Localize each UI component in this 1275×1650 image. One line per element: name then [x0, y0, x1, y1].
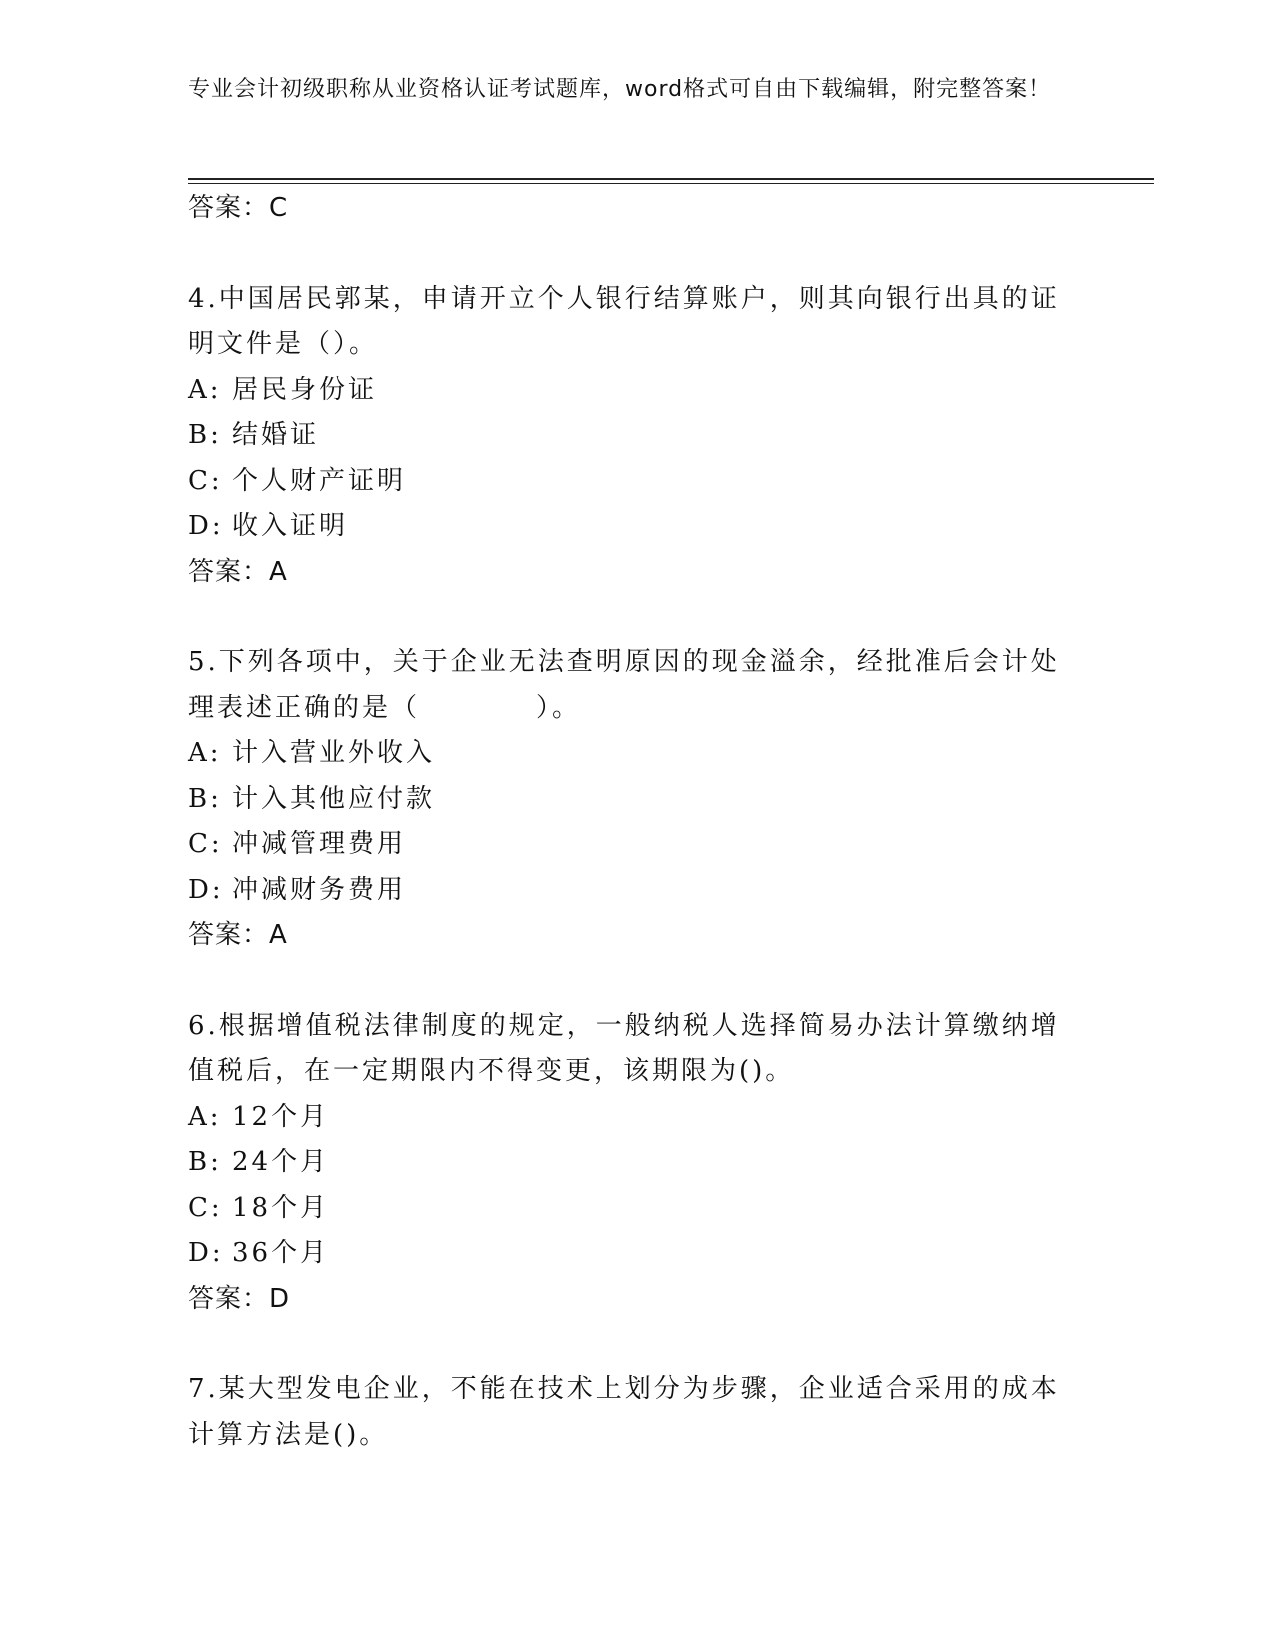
option-letter: B: [188, 783, 222, 814]
spacer [188, 1322, 1068, 1367]
question-block [188, 1367, 1068, 1458]
question-block [188, 277, 1068, 596]
question-block [188, 640, 1068, 959]
option-b [188, 777, 1068, 823]
option-letter: C: [188, 829, 223, 859]
option-a [188, 731, 1068, 777]
option-letter: A: [188, 738, 222, 768]
option-text: 收入证明 [232, 511, 349, 541]
question-text: 4.中国居民郭某，申请开立个人银行结算账户，则其向银行出具的证明文件是（）。 [188, 283, 1060, 359]
spacer [188, 595, 1068, 640]
option-text: 居民身份证 [232, 374, 378, 405]
option-letter: C: [188, 465, 223, 496]
page-header: 专业会计初级职称从业资格认证考试题库，word格式可自由下载编辑，附完整答案！ [188, 77, 1052, 102]
option-letter: B: [188, 420, 222, 450]
option-text: 结婚证 [232, 420, 320, 450]
spacer [188, 959, 1068, 1004]
option-d [188, 868, 1068, 914]
spacer [188, 232, 1068, 277]
option-letter: A: [188, 1101, 222, 1132]
option-a [188, 368, 1068, 414]
option-text: 计入营业外收入 [232, 738, 436, 768]
answer-line: 答案：C [188, 193, 289, 223]
option-d [188, 1231, 1068, 1277]
option-letter: D: [188, 874, 224, 905]
option-d [188, 504, 1068, 550]
option-b [188, 413, 1068, 459]
option-a [188, 1095, 1068, 1141]
option-text: 18个月 [232, 1192, 330, 1223]
option-letter: B: [188, 1147, 222, 1177]
option-c [188, 822, 1068, 868]
option-text: 12个月 [232, 1101, 330, 1132]
option-b [188, 1140, 1068, 1186]
option-text: 冲减财务费用 [232, 874, 407, 905]
option-text: 个人财产证明 [232, 465, 407, 496]
question-block [188, 1004, 1068, 1323]
option-letter: D: [188, 511, 224, 541]
question-text: 6.根据增值税法律制度的规定，一般纳税人选择简易办法计算缴纳增值税后，在一定期限内不得变更，该期限为()。 [188, 1010, 1060, 1086]
option-letter: C: [188, 1192, 223, 1223]
question-text: 7.某大型发电企业，不能在技术上划分为步骤，企业适合采用的成本计算方法是()。 [188, 1374, 1060, 1450]
answer-line: 答案：D [188, 1283, 291, 1314]
answer-line: 答案：A [188, 556, 288, 587]
header-divider [188, 178, 1154, 184]
option-letter: A: [188, 374, 222, 405]
option-c [188, 1186, 1068, 1232]
option-text: 冲减管理费用 [232, 829, 407, 859]
document-body [188, 186, 1068, 1458]
option-text: 计入其他应付款 [232, 783, 436, 814]
option-c [188, 459, 1068, 505]
option-letter: D: [188, 1238, 224, 1268]
option-text: 36个月 [232, 1238, 330, 1268]
question-text: 5.下列各项中，关于企业无法查明原因的现金溢余，经批准后会计处理表述正确的是（ ）。 [188, 647, 1060, 723]
answer-line: 答案：A [188, 920, 288, 950]
option-text: 24个月 [232, 1147, 330, 1177]
